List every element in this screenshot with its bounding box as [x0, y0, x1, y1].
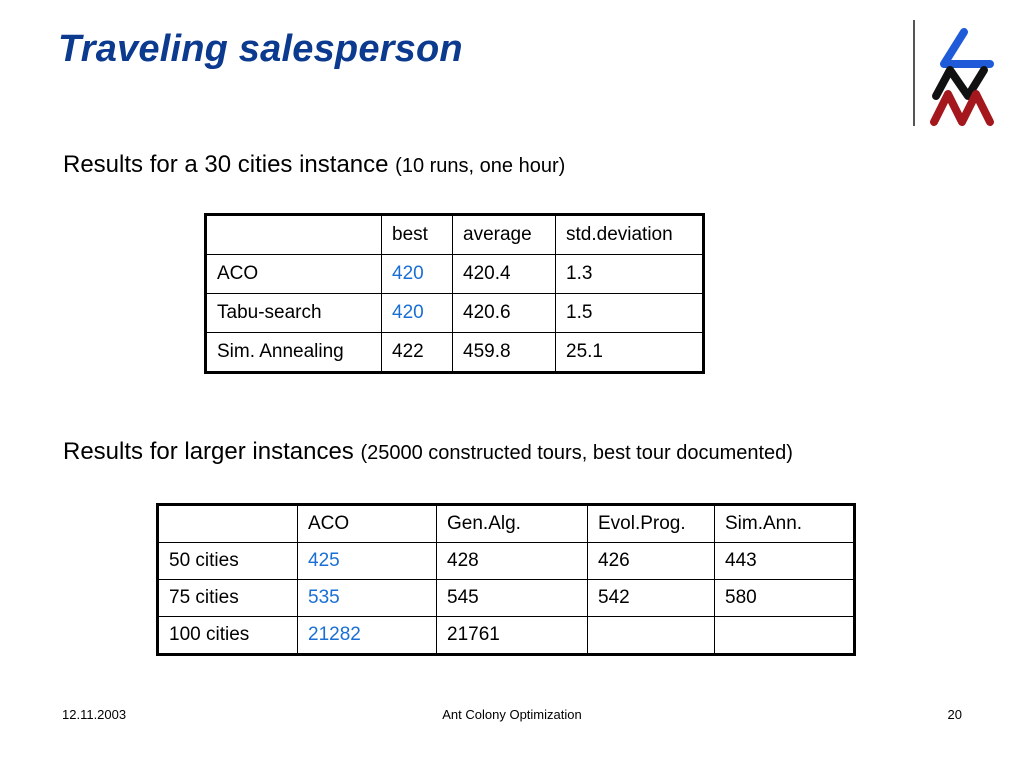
table-header-row: [206, 215, 704, 255]
logo-divider: [913, 20, 915, 126]
table-cell: average: [453, 215, 556, 255]
table-cell: 425: [298, 543, 437, 580]
table-cell: 428: [437, 543, 588, 580]
heading-sub: (25000 constructed tours, best tour documented): [360, 442, 793, 464]
footer-date: 12.11.2003: [62, 707, 127, 722]
table-row: [206, 333, 704, 373]
institute-logo-icon: [928, 28, 1000, 128]
table-cell: 420: [382, 294, 453, 333]
table-cell: 21282: [298, 617, 437, 655]
table-cell: [588, 617, 715, 655]
table-cell: 459.8: [453, 333, 556, 373]
table-cell: 535: [298, 580, 437, 617]
table-cell: Evol.Prog.: [588, 505, 715, 543]
table-cell: 420: [382, 255, 453, 294]
footer-title: Ant Colony Optimization: [442, 707, 582, 722]
section-heading-larger-instances: [63, 438, 793, 466]
table-row: [158, 617, 855, 655]
table-cell: best: [382, 215, 453, 255]
table-cell: Gen.Alg.: [437, 505, 588, 543]
table-cell: 426: [588, 543, 715, 580]
section-heading-30-cities: [63, 151, 565, 179]
heading-main: Results for larger instances: [63, 438, 354, 465]
table-cell: [715, 617, 855, 655]
table-header-row: [158, 505, 855, 543]
table-row: [158, 543, 855, 580]
table-cell: 25.1: [556, 333, 704, 373]
table-cell: 100 cities: [158, 617, 298, 655]
results-table-larger-instances: [156, 503, 856, 656]
table-cell: 545: [437, 580, 588, 617]
table-row: [158, 580, 855, 617]
table-cell: std.deviation: [556, 215, 704, 255]
table-cell: 1.3: [556, 255, 704, 294]
table-cell: 1.5: [556, 294, 704, 333]
table-row: [206, 294, 704, 333]
page-number: 20: [947, 707, 962, 722]
table-cell: 580: [715, 580, 855, 617]
table-cell: 420.6: [453, 294, 556, 333]
table-cell: ACO: [298, 505, 437, 543]
table-cell: Sim.Ann.: [715, 505, 855, 543]
table-cell: Sim. Annealing: [206, 333, 382, 373]
heading-main: Results for a 30 cities instance: [63, 151, 389, 178]
table-cell: 542: [588, 580, 715, 617]
slide-title: Traveling salesperson: [58, 28, 463, 70]
table-cell: [158, 505, 298, 543]
table-cell: 420.4: [453, 255, 556, 294]
heading-sub: (10 runs, one hour): [395, 155, 566, 177]
table-cell: 443: [715, 543, 855, 580]
table-cell: [206, 215, 382, 255]
table-cell: 75 cities: [158, 580, 298, 617]
table-cell: Tabu-search: [206, 294, 382, 333]
table-cell: 50 cities: [158, 543, 298, 580]
table-cell: 422: [382, 333, 453, 373]
table-cell: 21761: [437, 617, 588, 655]
table-cell: ACO: [206, 255, 382, 294]
table-row: [206, 255, 704, 294]
results-table-30-cities: [204, 213, 705, 374]
